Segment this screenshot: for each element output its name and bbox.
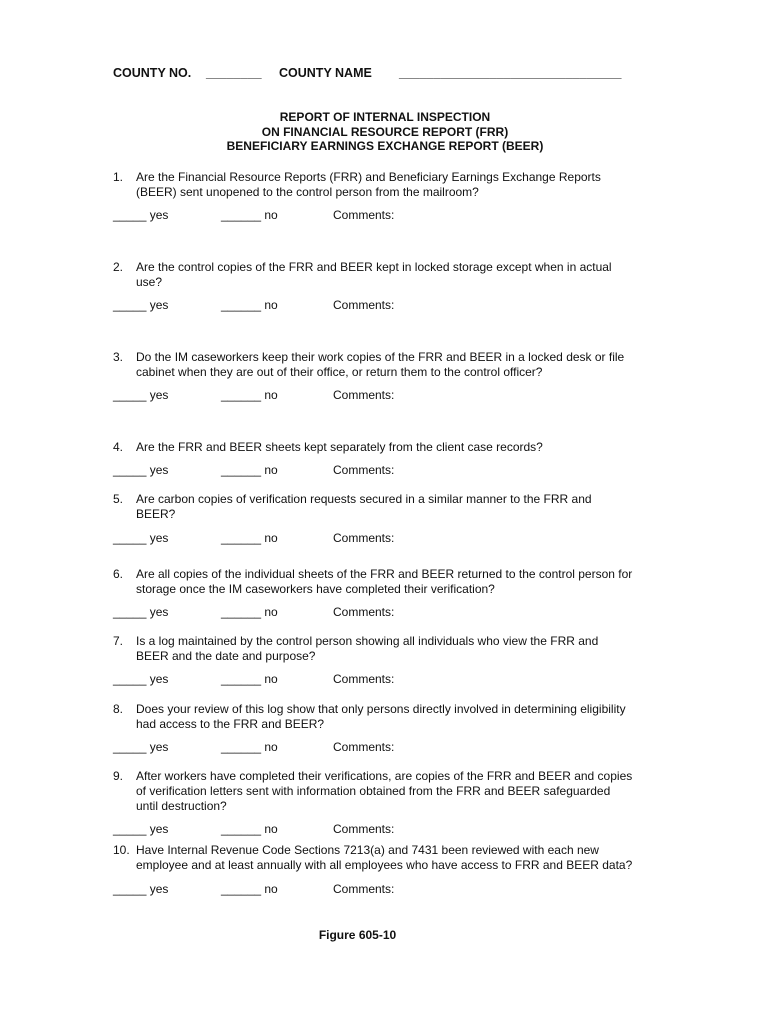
county-name-field[interactable]: ________________________________ <box>399 66 622 80</box>
question-number: 8. <box>113 702 124 716</box>
no-answer-field[interactable]: ______ no <box>221 740 278 754</box>
comments-field[interactable]: Comments: <box>333 208 395 222</box>
question-text-line: use? <box>136 275 163 289</box>
question-number: 6. <box>113 567 124 581</box>
question-text-line: until destruction? <box>136 799 227 813</box>
yes-answer-field[interactable]: _____ yes <box>113 463 169 477</box>
no-answer-field[interactable]: ______ no <box>221 531 278 545</box>
comments-field[interactable]: Comments: <box>333 531 395 545</box>
question-text <box>136 170 696 200</box>
figure-caption: Figure 605-10 <box>318 928 397 942</box>
no-answer-field[interactable]: ______ no <box>221 208 278 222</box>
question-text-line: cabinet when they are out of their office, or return them to the control officer? <box>136 365 543 379</box>
question-text-line: Are all copies of the individual sheets of the FRR and BEER returned to the control person for <box>136 567 633 581</box>
question-number: 10. <box>113 843 130 857</box>
report-title-line1: REPORT OF INTERNAL INSPECTION <box>279 110 491 124</box>
question-text <box>136 702 696 732</box>
comments-field[interactable]: Comments: <box>333 740 395 754</box>
question-text-line: Does your review of this log show that only persons directly involved in determining eligibility <box>136 702 626 716</box>
yes-answer-field[interactable]: _____ yes <box>113 605 169 619</box>
comments-field[interactable]: Comments: <box>333 882 395 896</box>
question-text <box>136 634 696 664</box>
question-text <box>136 492 696 522</box>
no-answer-field[interactable]: ______ no <box>221 605 278 619</box>
question-text-line: storage once the IM caseworkers have completed their verification? <box>136 582 495 596</box>
question-text-line: Do the IM caseworkers keep their work copies of the FRR and BEER in a locked desk or file <box>136 350 625 364</box>
question-text-line: Are carbon copies of verification requests secured in a similar manner to the FRR and <box>136 492 592 506</box>
question-number: 3. <box>113 350 124 364</box>
question-text <box>136 843 696 873</box>
question-text-line: Are the Financial Resource Reports (FRR) and Beneficiary Earnings Exchange Reports <box>136 170 601 184</box>
question-text <box>136 350 696 380</box>
question-text <box>136 567 696 597</box>
report-title-line3: BENEFICIARY EARNINGS EXCHANGE REPORT (BEER) <box>226 139 544 153</box>
question-text <box>136 769 696 814</box>
question-number: 1. <box>113 170 124 184</box>
question-text-line: employee and at least annually with all employees who have access to FRR and BEER data? <box>136 858 633 872</box>
comments-field[interactable]: Comments: <box>333 672 395 686</box>
question-number: 9. <box>113 769 124 783</box>
county-no-field[interactable]: ________ <box>206 66 262 80</box>
question-text-line: Is a log maintained by the control person showing all individuals who view the FRR and <box>136 634 599 648</box>
county-name-label: COUNTY NAME <box>279 66 372 80</box>
yes-answer-field[interactable]: _____ yes <box>113 298 169 312</box>
no-answer-field[interactable]: ______ no <box>221 463 278 477</box>
report-title-line2: ON FINANCIAL RESOURCE REPORT (FRR) <box>261 125 509 139</box>
no-answer-field[interactable]: ______ no <box>221 672 278 686</box>
question-number: 7. <box>113 634 124 648</box>
yes-answer-field[interactable]: _____ yes <box>113 672 169 686</box>
comments-field[interactable]: Comments: <box>333 822 395 836</box>
comments-field[interactable]: Comments: <box>333 298 395 312</box>
question-text-line: Are the FRR and BEER sheets kept separately from the client case records? <box>136 440 543 454</box>
comments-field[interactable]: Comments: <box>333 463 395 477</box>
question-text <box>136 260 696 290</box>
question-text-line: BEER? <box>136 507 176 521</box>
comments-field[interactable]: Comments: <box>333 605 395 619</box>
question-text <box>136 440 696 455</box>
comments-field[interactable]: Comments: <box>333 388 395 402</box>
yes-answer-field[interactable]: _____ yes <box>113 531 169 545</box>
county-no-label: COUNTY NO. <box>113 66 192 80</box>
question-number: 4. <box>113 440 124 454</box>
yes-answer-field[interactable]: _____ yes <box>113 388 169 402</box>
yes-answer-field[interactable]: _____ yes <box>113 822 169 836</box>
yes-answer-field[interactable]: _____ yes <box>113 882 169 896</box>
no-answer-field[interactable]: ______ no <box>221 388 278 402</box>
no-answer-field[interactable]: ______ no <box>221 882 278 896</box>
no-answer-field[interactable]: ______ no <box>221 822 278 836</box>
question-text-line: After workers have completed their verifications, are copies of the FRR and BEER and copies <box>136 769 633 783</box>
yes-answer-field[interactable]: _____ yes <box>113 740 169 754</box>
question-text-line: (BEER) sent unopened to the control person from the mailroom? <box>136 185 479 199</box>
question-text-line: BEER and the date and purpose? <box>136 649 316 663</box>
no-answer-field[interactable]: ______ no <box>221 298 278 312</box>
question-text-line: Have Internal Revenue Code Sections 7213(a) and 7431 been reviewed with each new <box>136 843 599 857</box>
question-number: 2. <box>113 260 124 274</box>
question-text-line: Are the control copies of the FRR and BEER kept in locked storage except when in actual <box>136 260 612 274</box>
yes-answer-field[interactable]: _____ yes <box>113 208 169 222</box>
question-number: 5. <box>113 492 124 506</box>
question-text-line: of verification letters sent with information obtained from the FRR and BEER safeguarded <box>136 784 611 798</box>
question-text-line: had access to the FRR and BEER? <box>136 717 325 731</box>
